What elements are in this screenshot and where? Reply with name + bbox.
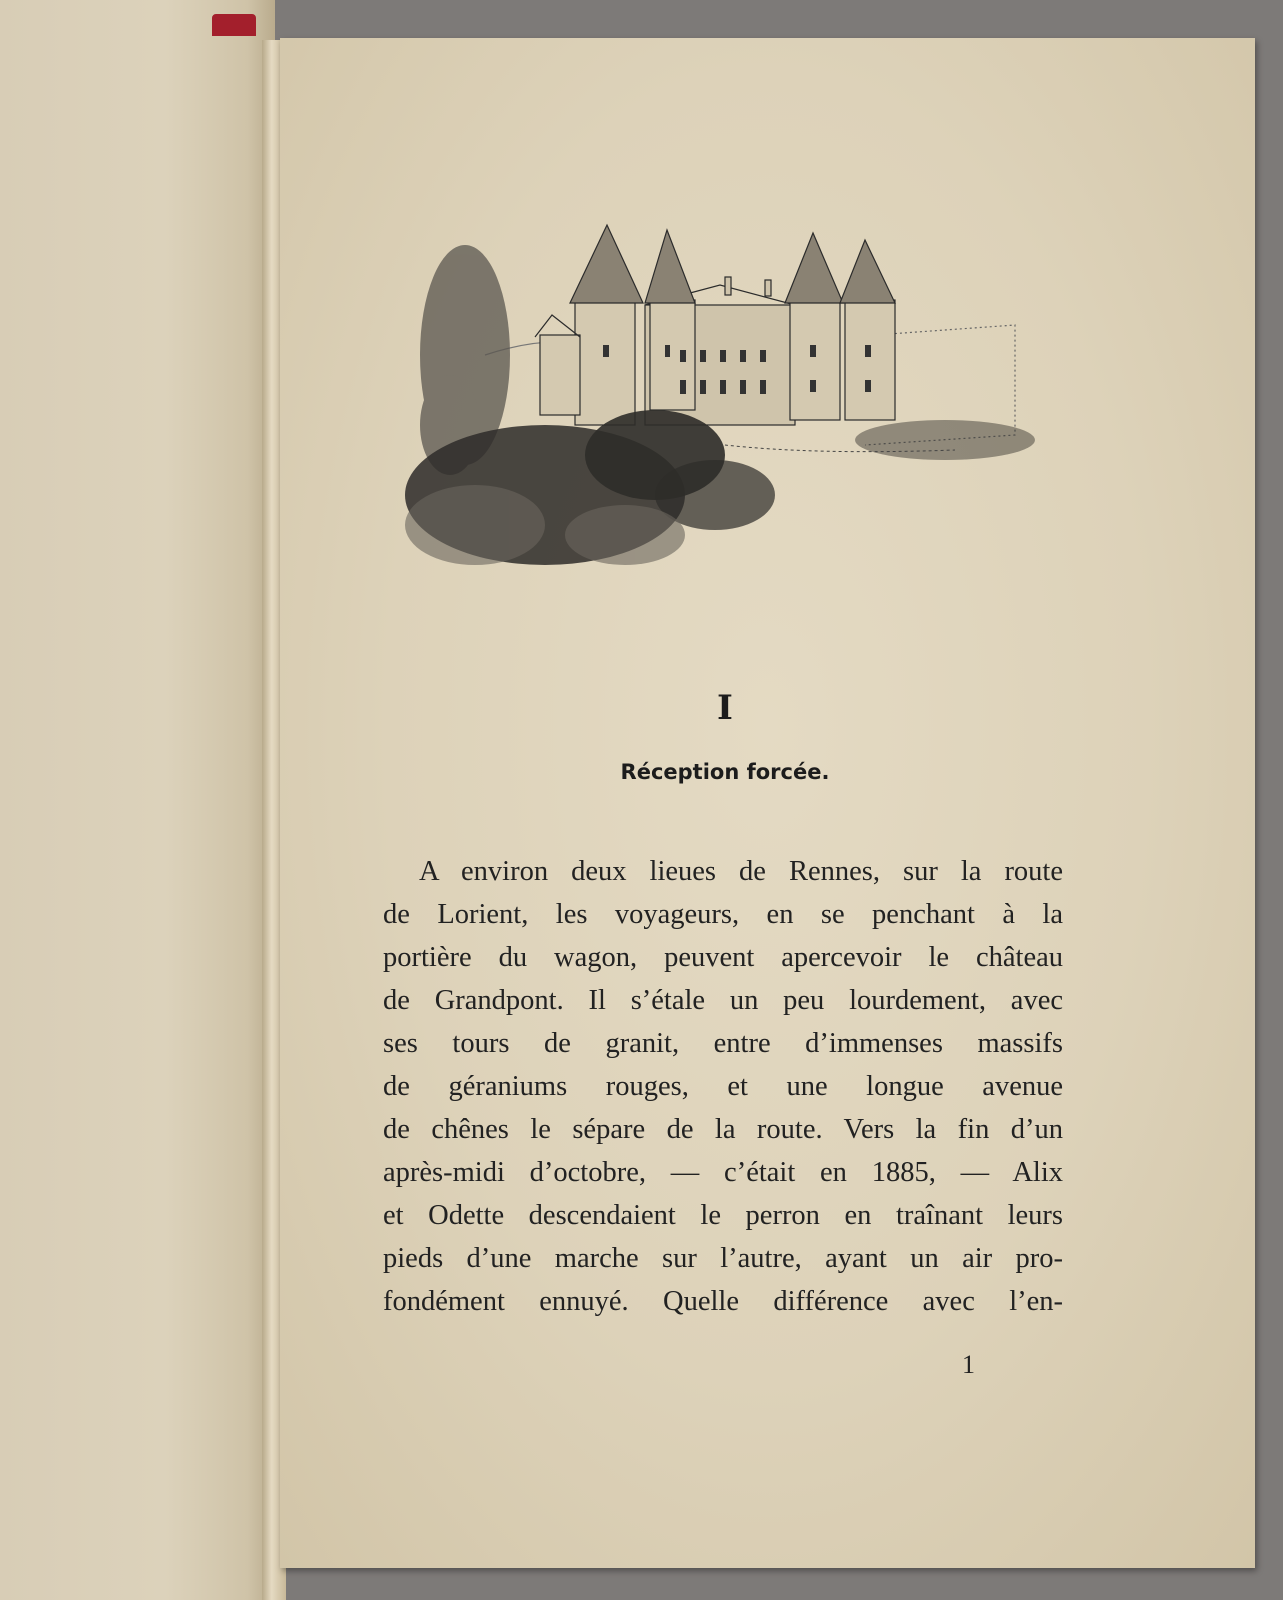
- text-line: de Grandpont. Il s’étale un peu lourdement, avec: [383, 985, 1063, 1016]
- text-line: après-midi d’octobre, — c’était en 1885, — Alix: [383, 1157, 1063, 1188]
- chapter-body-text: [383, 850, 1063, 1323]
- chapter-title: Réception forcée.: [620, 760, 830, 784]
- text-line: pieds d’une marche sur l’autre, ayant un air pro-: [383, 1243, 1063, 1274]
- text-line: portière du wagon, peuvent apercevoir le château: [383, 942, 1063, 973]
- text-line: de Lorient, les voyageurs, en se penchant à la: [383, 899, 1063, 930]
- text-line: fondément ennuyé. Quelle différence avec l’en-: [383, 1286, 1063, 1317]
- text-line: de chênes le sépare de la route. Vers la fin d’un: [383, 1114, 1063, 1145]
- book-cover-edge: [212, 14, 256, 36]
- page-number: 1: [962, 1350, 975, 1379]
- text-line: A environ deux lieues de Rennes, sur la route: [419, 856, 1063, 887]
- text-line: ses tours de granit, entre d’immenses massifs: [383, 1028, 1063, 1059]
- left-page: [0, 0, 275, 1600]
- chapter-number: I: [717, 688, 733, 728]
- chateau-illustration: [395, 205, 1045, 580]
- text-line: et Odette descendaient le perron en traînant leurs: [383, 1200, 1063, 1231]
- text-line: de géraniums rouges, et une longue avenue: [383, 1071, 1063, 1102]
